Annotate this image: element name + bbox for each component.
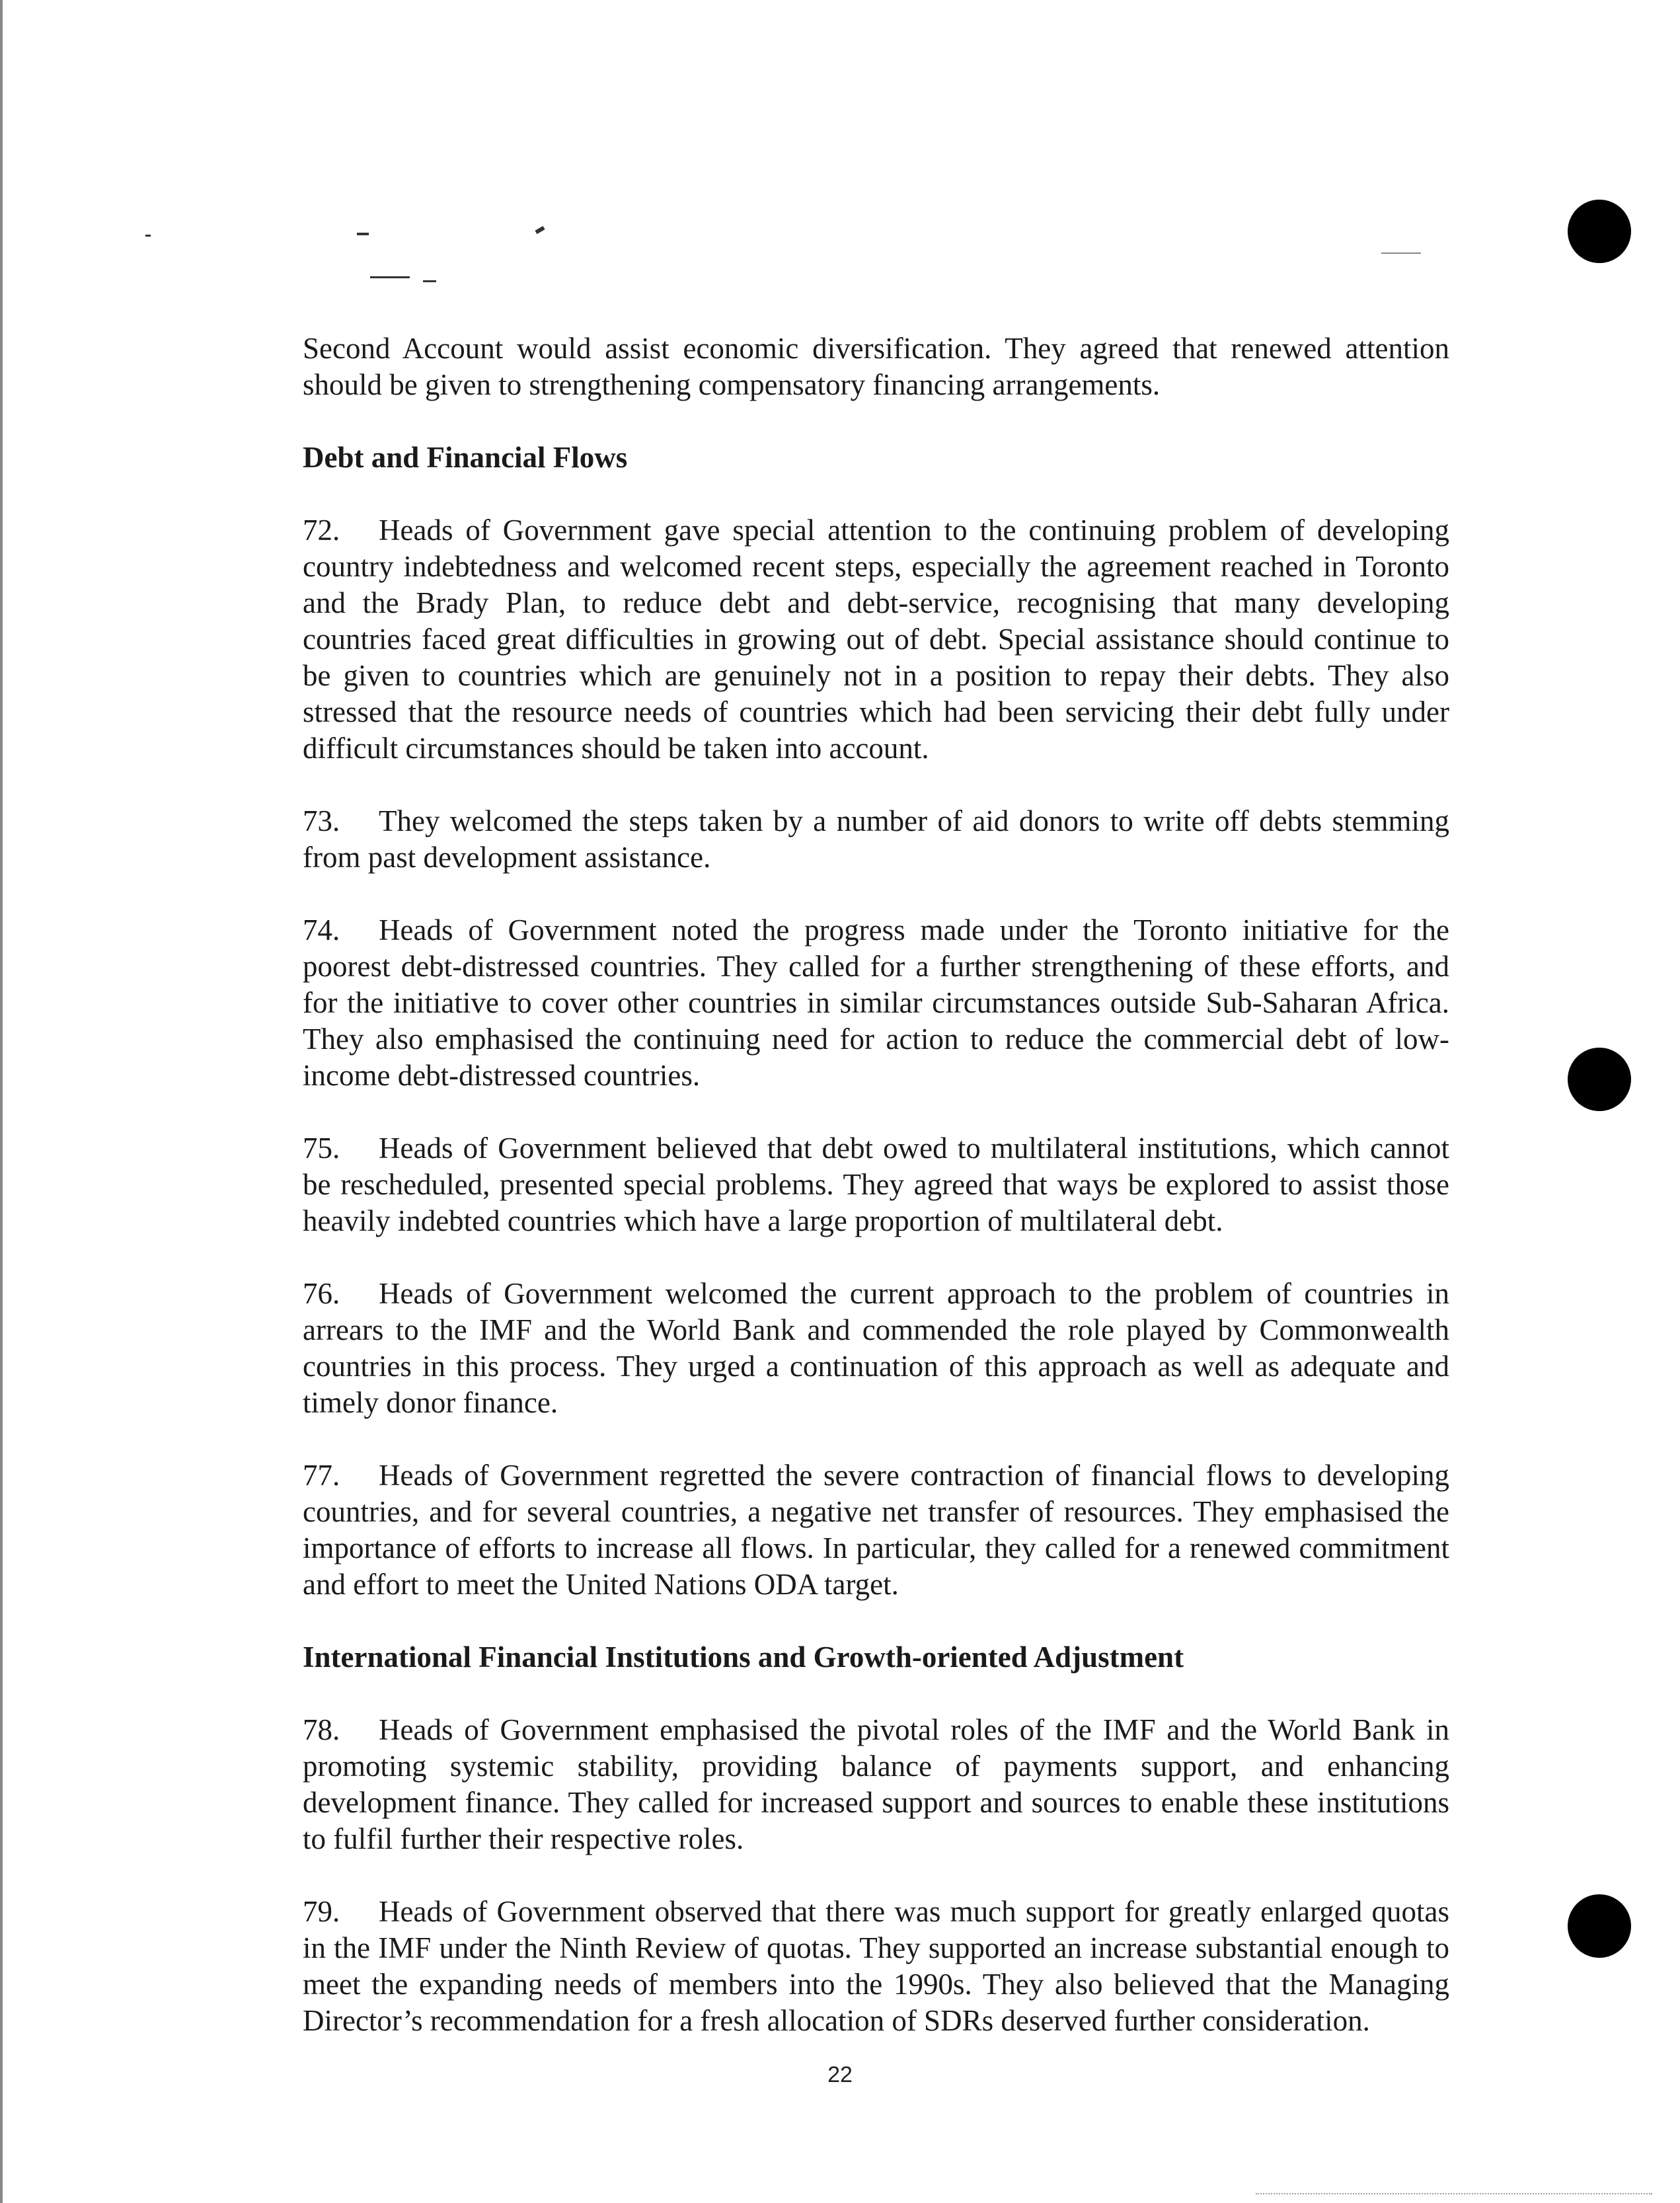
paragraph-number: 79. <box>303 1895 340 1928</box>
paragraph-text: Heads of Government emphasised the pivotal roles of the IMF and the World Bank in promoting systemic stability, providing balance of payments support, and enhancing development finance. They called for increased support and sources to enable these institutions to fulfil further their respective roles. <box>303 1713 1449 1855</box>
scan-speck <box>1381 252 1421 254</box>
scan-speck <box>423 280 436 282</box>
paragraph-text: Heads of Government welcomed the current approach to the problem of countries in arrears to the IMF and the World Bank and commended the role played by Commonwealth countries in this process. They urged a continuation of this approach as well as adequate and timely donor finance. <box>303 1277 1449 1419</box>
paragraph-76 <box>303 1276 1449 1421</box>
page-number: 22 <box>827 2062 853 2087</box>
paragraph-72 <box>303 512 1449 767</box>
scan-bottom-edge <box>1256 2193 1652 2196</box>
punch-hole-top <box>1568 200 1631 263</box>
paragraph-text: Heads of Government regretted the severe contraction of financial flows to developing countries, and for several countries, a negative net transfer of resources. They emphasised the importance of efforts to increase all flows. In particular, they called for a renewed commitment and effort to meet the United Nations ODA target. <box>303 1459 1449 1601</box>
paragraph-number: 75. <box>303 1132 340 1165</box>
paragraph-number: 72. <box>303 514 340 547</box>
punch-hole-bottom <box>1568 1894 1631 1958</box>
paragraph-73 <box>303 803 1449 876</box>
section-heading-ifi: International Financial Institutions and Growth-oriented Adjustment <box>303 1641 1184 1674</box>
paragraph-79 <box>303 1894 1449 2039</box>
paragraph-number: 74. <box>303 913 340 947</box>
scan-speck <box>370 276 410 278</box>
paragraph-text: Heads of Government observed that there was much support for greatly enlarged quotas in the IMF under the Ninth Review of quotas. They supported an increase substantial enough to meet the expanding needs of members into the 1990s. They also believed that the Managing Director’s recommendation for a fresh allocation of SDRs deserved further consideration. <box>303 1895 1449 2037</box>
punch-hole-middle <box>1568 1048 1631 1111</box>
paragraph-77 <box>303 1457 1449 1603</box>
paragraph-text: Heads of Government gave special attention to the continuing problem of developing country indebtedness and welcomed recent steps, especially the agreement reached in Toronto and the Brady Plan, to reduce debt and debt-service, recognising that many developing countries faced great difficulties in growing out of debt. Special assistance should continue to be given to countries which are genuinely not in a position to repay their debts. They also stressed that the resource needs of countries which had been servicing their debt fully under difficult circumstances should be taken into account. <box>303 514 1449 765</box>
scan-speck <box>535 226 545 234</box>
document-body <box>303 330 1449 2075</box>
paragraph-78 <box>303 1712 1449 1857</box>
paragraph-text: Heads of Government noted the progress made under the Toronto initiative for the poorest debt-distressed countries. They called for a further strengthening of these efforts, and for the initiative to cover other countries in similar circumstances outside Sub-Saharan Africa. They also emphasised the continuing need for action to reduce the commercial debt of low-income debt-distressed countries. <box>303 913 1449 1092</box>
scan-speck <box>357 233 369 235</box>
section-heading-debt: Debt and Financial Flows <box>303 441 628 474</box>
paragraph-text: Heads of Government believed that debt owed to multilateral institutions, which cannot be rescheduled, presented special problems. They agreed that ways be explored to assist those heavily indebted countries which have a large proportion of multilateral debt. <box>303 1132 1449 1237</box>
intro-paragraph: Second Account would assist economic diversification. They agreed that renewed attention should be given to strengthening compensatory financing arrangements. <box>303 332 1449 401</box>
paragraph-text: They welcomed the steps taken by a number of aid donors to write off debts stemming from past development assistance. <box>303 804 1449 874</box>
scan-speck <box>145 235 151 237</box>
paragraph-number: 76. <box>303 1277 340 1310</box>
paragraph-75 <box>303 1130 1449 1239</box>
scan-edge <box>0 0 3 2203</box>
paragraph-number: 77. <box>303 1459 340 1492</box>
paragraph-number: 73. <box>303 804 340 837</box>
paragraph-74 <box>303 912 1449 1094</box>
paragraph-number: 78. <box>303 1713 340 1746</box>
